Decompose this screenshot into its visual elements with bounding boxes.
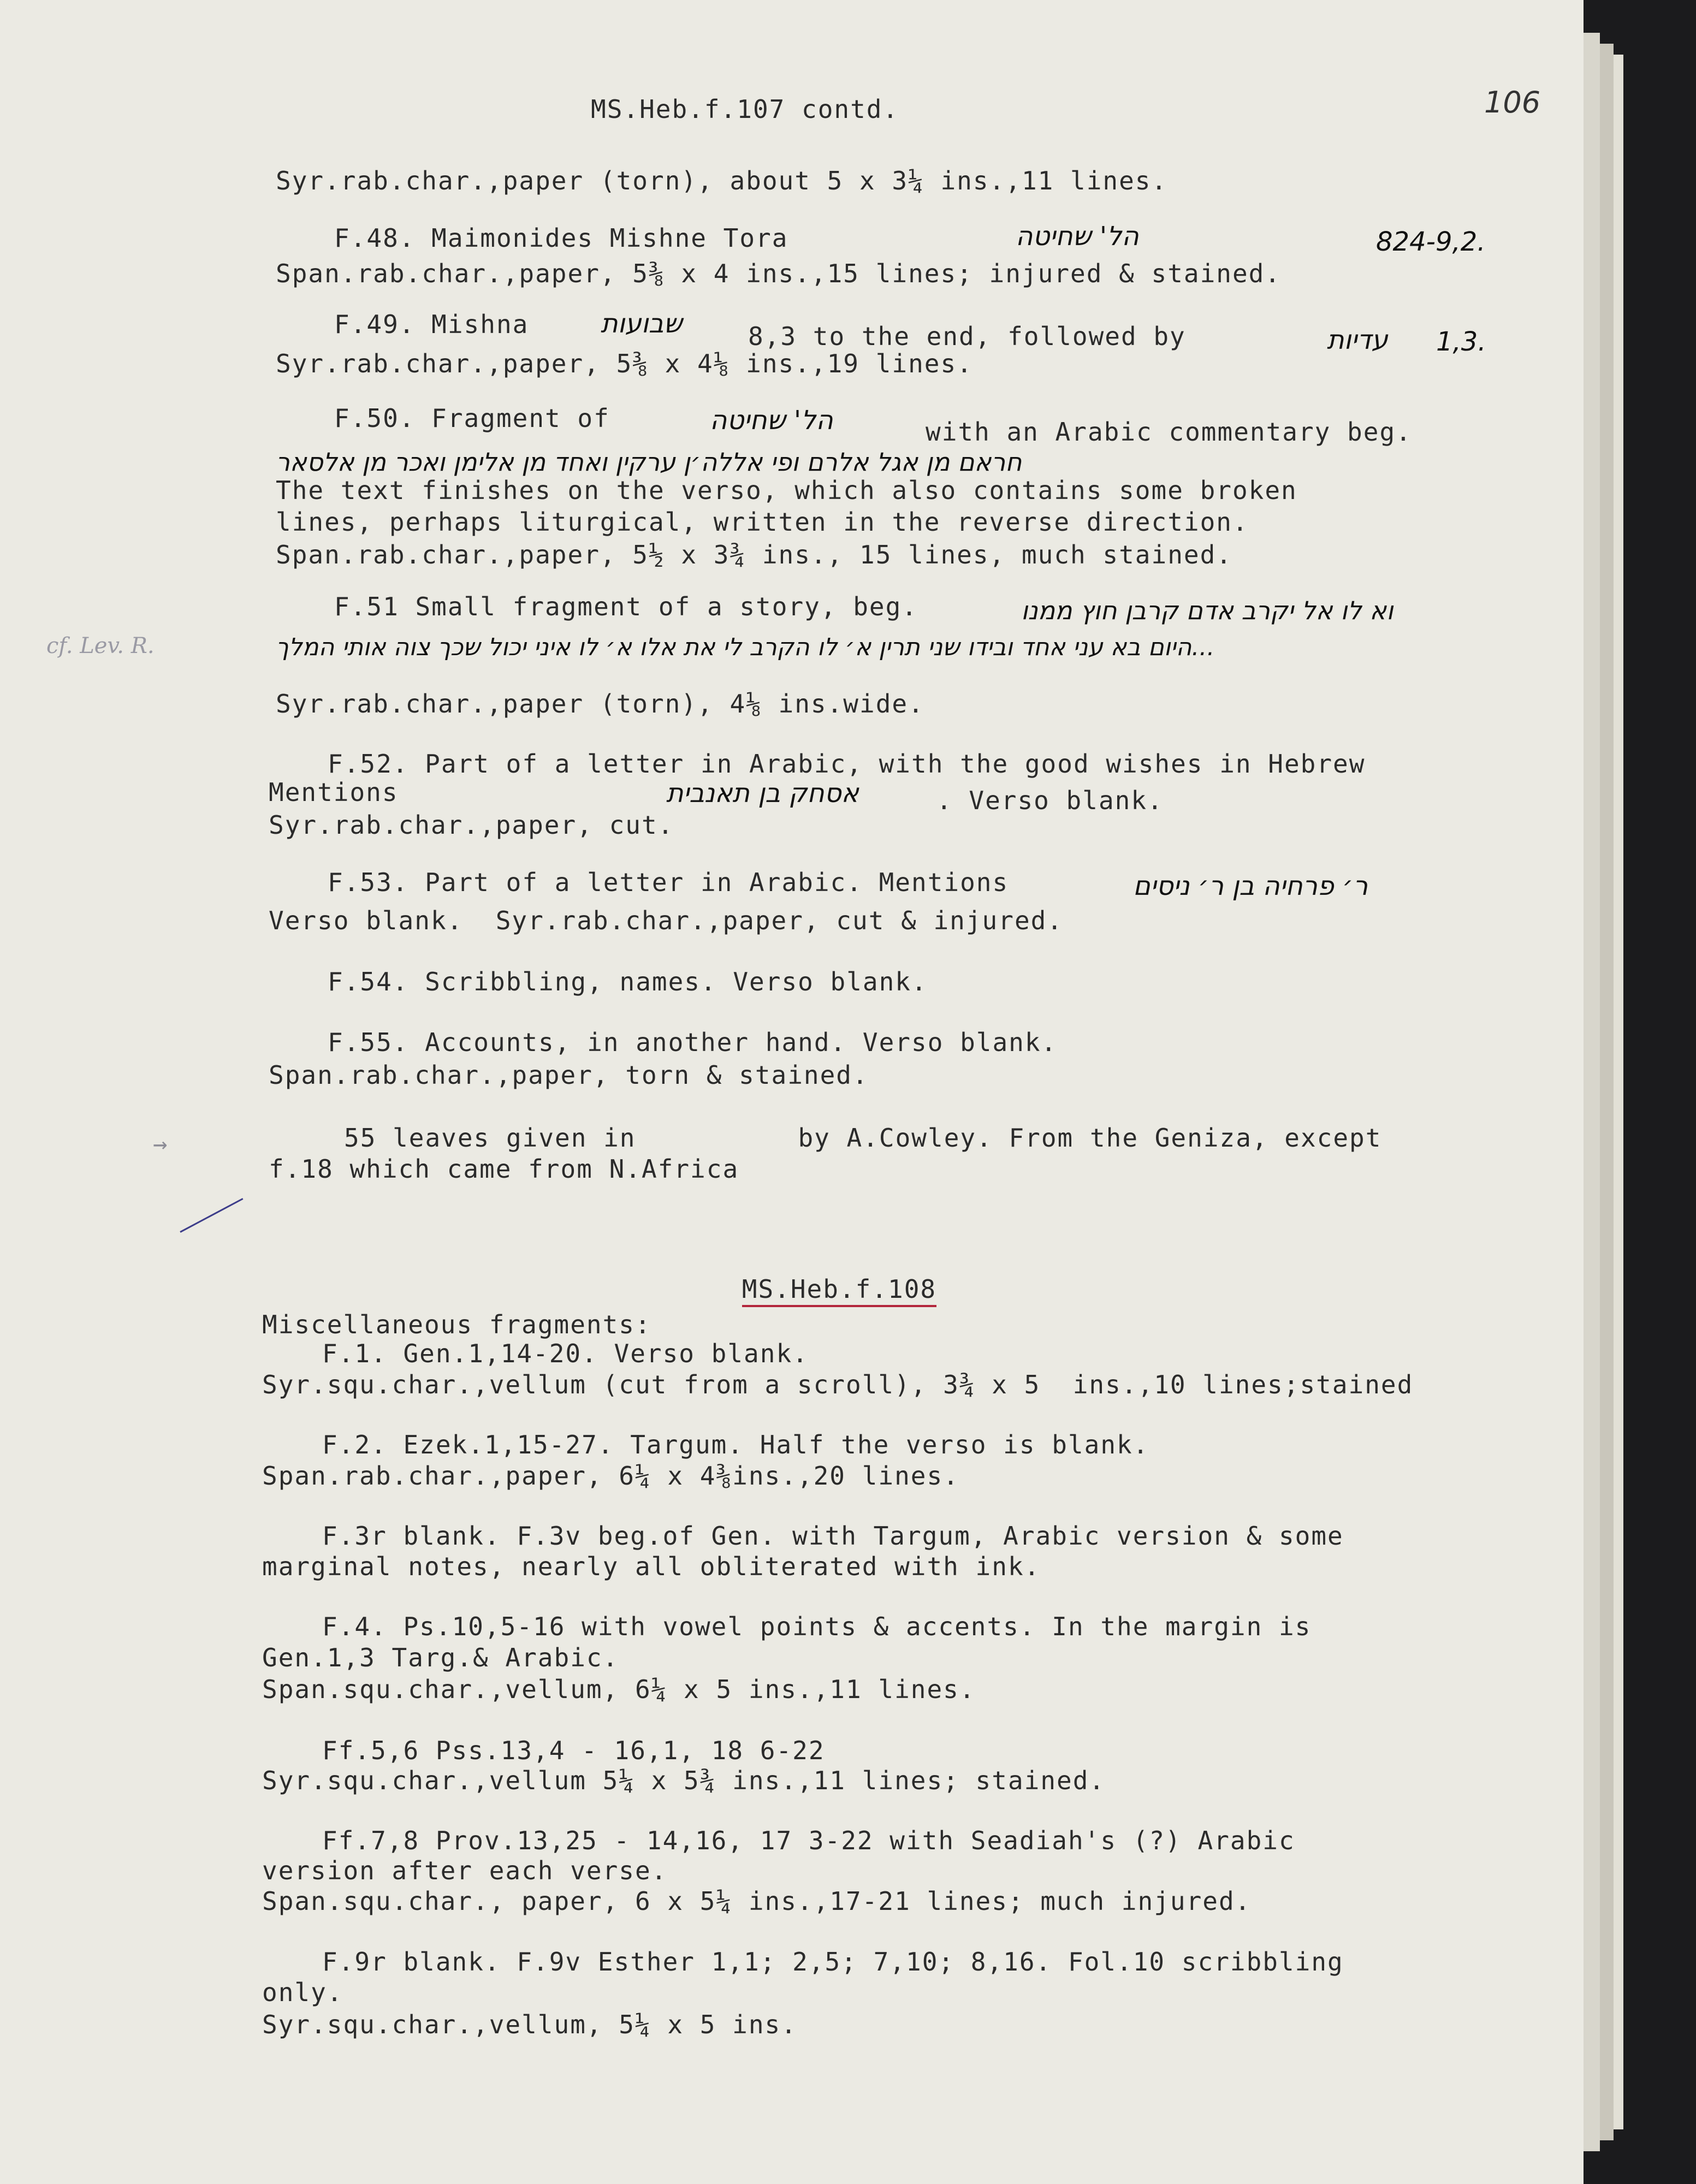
hebrew-annotation: ...היום בא עני אחד ובידו שני תרין א׳ לו הקרב לי את אלו א׳ לו איני יכול שכך צוה אותי המלך: [276, 633, 1215, 661]
entry-line: Syr.rab.char.,paper, 5⅜ x 4⅛ ins.,19 lines.: [276, 349, 973, 378]
hebrew-annotation: הל' שחיטה: [710, 405, 833, 436]
entry-line: Syr.squ.char.,vellum, 5¼ x 5 ins.: [262, 2010, 797, 2039]
entry-line: Span.rab.char.,paper, torn & stained.: [269, 1060, 869, 1090]
entry-line: Mentions: [269, 778, 399, 807]
entry-line: F.3r blank. F.3v beg.of Gen. with Targum, Arabic version & some: [322, 1521, 1344, 1551]
entry-line: F.53. Part of a letter in Arabic. Mentions: [328, 868, 1009, 897]
entry-line: version after each verse.: [262, 1856, 668, 1885]
pencil-stroke: [180, 1198, 243, 1233]
entry-line: The text finishes on the verso, which also contains some broken: [276, 476, 1297, 505]
margin-arrow-icon: →: [153, 1130, 168, 1158]
entry-line: Ff.7,8 Prov.13,25 - 14,16, 17 3-22 with Seadiah's (?) Arabic: [322, 1826, 1295, 1855]
entry-line: F.54. Scribbling, names. Verso blank.: [328, 967, 928, 996]
entry-line: marginal notes, nearly all obliterated with ink.: [262, 1552, 1041, 1581]
entry-line: Verso blank. Syr.rab.char.,paper, cut & injured.: [269, 906, 1064, 935]
page-edge: [1614, 55, 1623, 2129]
entry-line: Span.rab.char.,paper, 6¼ x 4⅜ins.,20 lines.: [262, 1461, 959, 1491]
entry-line: Syr.rab.char.,paper (torn), 4⅛ ins.wide.: [276, 689, 924, 719]
hebrew-annotation: שבועות: [601, 308, 683, 339]
entry-line: Syr.squ.char.,vellum 5¼ x 5¾ ins.,11 lines; stained.: [262, 1766, 1106, 1795]
entry-line: Span.squ.char., paper, 6 x 5¼ ins.,17-21 lines; much injured.: [262, 1886, 1252, 1916]
hebrew-annotation: הל' שחיטה: [1016, 221, 1139, 252]
entry-line: only.: [262, 1978, 343, 2007]
page-number: 106: [1484, 85, 1541, 120]
page-edge: [1600, 44, 1614, 2140]
entry-line: Syr.rab.char.,paper, cut.: [269, 810, 674, 840]
hebrew-annotation: חראם מן אגל אלרם ופי אללה׳ן ערקין ואחד מן אלימן ואכר מן אלסאר: [276, 447, 1022, 477]
entry-line: F.55. Accounts, in another hand. Verso blank.: [328, 1028, 1058, 1057]
entry-line: Span.squ.char.,vellum, 6¼ x 5 ins.,11 lines.: [262, 1675, 976, 1704]
entry-line: F.4. Ps.10,5-16 with vowel points & accents. In the margin is: [322, 1612, 1312, 1641]
margin-note: cf. Lev. R.: [46, 633, 155, 658]
entry-line: F.1. Gen.1,14-20. Verso blank.: [322, 1339, 809, 1368]
entry-line: f.18 which came from N.Africa: [269, 1154, 739, 1184]
entry-line: Syr.rab.char.,paper (torn), about 5 x 3¼ ins.,11 lines.: [276, 166, 1168, 195]
entry-line: Span.rab.char.,paper, 5⅜ x 4 ins.,15 lines; injured & stained.: [276, 259, 1282, 288]
entry-line: . Verso blank.: [936, 786, 1164, 815]
entry-line: F.48. Maimonides Mishne Tora: [334, 223, 788, 253]
page-title: MS.Heb.f.107 contd.: [591, 94, 899, 124]
entry-line: F.9r blank. F.9v Esther 1,1; 2,5; 7,10; 8,16. Fol.10 scribbling: [322, 1947, 1344, 1977]
entry-line: Miscellaneous fragments:: [262, 1310, 651, 1339]
entry-line: with an Arabic commentary beg.: [926, 417, 1412, 447]
entry-line: F.2. Ezek.1,15-27. Targum. Half the verso is blank.: [322, 1430, 1149, 1459]
reference-annotation: 1,3.: [1436, 327, 1486, 357]
section-title: MS.Heb.f.108: [677, 1247, 936, 1332]
entry-line: F.52. Part of a letter in Arabic, with the good wishes in Hebrew: [328, 749, 1366, 779]
hebrew-annotation: אסחק בן תאנבית: [666, 778, 859, 809]
reference-annotation: 824-9,2.: [1376, 227, 1486, 257]
entry-line: lines, perhaps liturgical, written in the reverse direction.: [276, 507, 1249, 537]
entry-line: 55 leaves given in by A.Cowley. From the Geniza, except: [344, 1123, 1382, 1153]
entry-line: F.50. Fragment of: [334, 403, 610, 433]
hebrew-annotation: עדיות: [1327, 325, 1388, 355]
entry-line: Span.rab.char.,paper, 5½ x 3¾ ins., 15 lines, much stained.: [276, 540, 1232, 569]
page-edge: [1584, 33, 1600, 2151]
hebrew-annotation: ר׳ פרחיה בן ר׳ ניסים: [1133, 871, 1368, 901]
entry-line: F.51 Small fragment of a story, beg.: [334, 592, 918, 621]
entry-line: Syr.squ.char.,vellum (cut from a scroll), 3¾ x 5 ins.,10 lines;stained: [262, 1370, 1414, 1399]
entry-line: F.49. Mishna: [334, 310, 529, 339]
entry-line: Ff.5,6 Pss.13,4 - 16,1, 18 6-22: [322, 1736, 825, 1765]
entry-line: Gen.1,3 Targ.& Arabic.: [262, 1643, 619, 1672]
entry-line: 8,3 to the end, followed by: [748, 322, 1186, 351]
hebrew-annotation: וא לו אל יקרב אדם קרבן חוץ ממנו: [1021, 596, 1393, 625]
